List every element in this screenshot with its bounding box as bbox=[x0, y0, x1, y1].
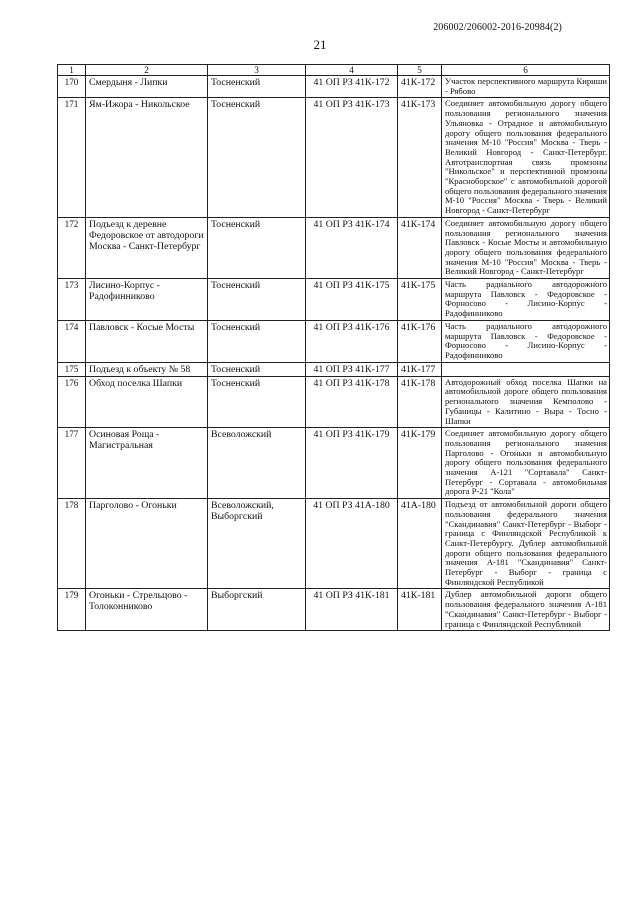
table-row bbox=[58, 376, 610, 428]
road-code: 41 ОП РЗ 41К-178 bbox=[306, 376, 398, 428]
table-row bbox=[58, 217, 610, 278]
table-header-row bbox=[58, 65, 610, 76]
table-row bbox=[58, 279, 610, 321]
row-number: 170 bbox=[58, 76, 86, 98]
document-id: 206002/206002-2016-20984(2) bbox=[433, 22, 562, 33]
row-number: 175 bbox=[58, 362, 86, 376]
road-short-code: 41К-173 bbox=[398, 98, 442, 217]
district: Тосненский bbox=[208, 376, 306, 428]
road-description: Дублер автомобильной дороги общего пользования федерального значения А-181 "Скандинавия" Санкт-Петербург - Выборг - граница с Финляндской Республикой bbox=[442, 589, 610, 631]
road-code: 41 ОП РЗ 41К-173 bbox=[306, 98, 398, 217]
road-short-code: 41К-175 bbox=[398, 279, 442, 321]
road-description: Подъезд от автомобильной дороги общего пользования федерального значения "Скандинавия" Санкт-Петербург - Выборг - граница с Финляндской Республикой к Санкт-Петербургу. Дублер автомобильной дороги общего пользования федерального значения А-181 "Скандинавия" Санкт-Петербург - Выборг - граница с Финляндской Республикой bbox=[442, 499, 610, 589]
table-row bbox=[58, 362, 610, 376]
road-description: Соединяет автомобильную дорогу общего пользования регионального значения Парголово - Огоньки и автомобильную дорогу общего пользования федерального значения А-121 "Сортавала" Санкт-Петербург - Сортавала - автомобильная дорога Р-21 "Кола" bbox=[442, 428, 610, 499]
road-description: Участок перспективного маршрута Кириши - Рябово bbox=[442, 76, 610, 98]
road-name: Павловск - Косые Мосты bbox=[86, 320, 208, 362]
column-header: 5 bbox=[398, 65, 442, 76]
district: Всеволожский, Выборгский bbox=[208, 499, 306, 589]
roads-table bbox=[57, 64, 610, 631]
district: Тосненский bbox=[208, 76, 306, 98]
row-number: 172 bbox=[58, 217, 86, 278]
road-name: Подъезд к объекту № 58 bbox=[86, 362, 208, 376]
road-short-code: 41К-176 bbox=[398, 320, 442, 362]
table-row bbox=[58, 320, 610, 362]
column-header: 4 bbox=[306, 65, 398, 76]
district: Тосненский bbox=[208, 279, 306, 321]
road-short-code: 41К-181 bbox=[398, 589, 442, 631]
road-short-code: 41А-180 bbox=[398, 499, 442, 589]
road-name: Ям-Ижора - Никольское bbox=[86, 98, 208, 217]
road-code: 41 ОП РЗ 41К-177 bbox=[306, 362, 398, 376]
row-number: 177 bbox=[58, 428, 86, 499]
road-short-code: 41К-177 bbox=[398, 362, 442, 376]
road-code: 41 ОП РЗ 41К-172 bbox=[306, 76, 398, 98]
road-short-code: 41К-178 bbox=[398, 376, 442, 428]
row-number: 174 bbox=[58, 320, 86, 362]
road-code: 41 ОП РЗ 41К-175 bbox=[306, 279, 398, 321]
column-header: 6 bbox=[442, 65, 610, 76]
road-description: Часть радиального автодорожного маршрута Павловск - Федоровское - Форносово - Лисино-Корпус - Радофинниково bbox=[442, 279, 610, 321]
row-number: 179 bbox=[58, 589, 86, 631]
column-header: 3 bbox=[208, 65, 306, 76]
road-short-code: 41К-179 bbox=[398, 428, 442, 499]
road-name: Смердыня - Липки bbox=[86, 76, 208, 98]
road-code: 41 ОП РЗ 41К-174 bbox=[306, 217, 398, 278]
table-row bbox=[58, 589, 610, 631]
road-code: 41 ОП РЗ 41А-180 bbox=[306, 499, 398, 589]
row-number: 173 bbox=[58, 279, 86, 321]
table-row bbox=[58, 428, 610, 499]
row-number: 178 bbox=[58, 499, 86, 589]
road-description bbox=[442, 362, 610, 376]
page-number: 21 bbox=[313, 37, 327, 52]
road-short-code: 41К-174 bbox=[398, 217, 442, 278]
road-name: Огоньки - Стрельцово - Толоконниково bbox=[86, 589, 208, 631]
road-description: Часть радиального автодорожного маршрута Павловск - Федоровское - Форносово - Лисино-Корпус - Радофинниково bbox=[442, 320, 610, 362]
road-name: Парголово - Огоньки bbox=[86, 499, 208, 589]
district: Тосненский bbox=[208, 217, 306, 278]
table-row bbox=[58, 499, 610, 589]
district: Всеволожский bbox=[208, 428, 306, 499]
road-description: Соединяет автомобильную дорогу общего пользования регионального значения Ульяновка - Отрадное и автомобильную дорогу общего пользования федерального значения М-10 "Россия" Москва - Тверь - Великий Новгород - Санкт-Петербург. Автотранспортная связь промзоны "Никольское" и перспективной промзоны "Красноборское" с автомобильной дорогой общего пользования федерального значения М-10 "Россия" Москва - Тверь - Великий Новгород - Санкт-Петербург bbox=[442, 98, 610, 217]
table-row bbox=[58, 98, 610, 217]
road-code: 41 ОП РЗ 41К-181 bbox=[306, 589, 398, 631]
road-code: 41 ОП РЗ 41К-179 bbox=[306, 428, 398, 499]
road-name: Лисино-Корпус - Радофинниково bbox=[86, 279, 208, 321]
road-description: Автодорожный обход поселка Шапки на автомобильной дороге общего пользования регионального значения Кемполово - Губаницы - Калитино - Выра - Тосно - Шапки bbox=[442, 376, 610, 428]
road-name: Подъезд к деревне Федоровское от автодороги Москва - Санкт-Петербург bbox=[86, 217, 208, 278]
district: Тосненский bbox=[208, 98, 306, 217]
district: Тосненский bbox=[208, 320, 306, 362]
row-number: 176 bbox=[58, 376, 86, 428]
district: Тосненский bbox=[208, 362, 306, 376]
column-header: 2 bbox=[86, 65, 208, 76]
district: Выборгский bbox=[208, 589, 306, 631]
column-header: 1 bbox=[58, 65, 86, 76]
road-code: 41 ОП РЗ 41К-176 bbox=[306, 320, 398, 362]
row-number: 171 bbox=[58, 98, 86, 217]
road-name: Обход поселка Шапки bbox=[86, 376, 208, 428]
road-short-code: 41К-172 bbox=[398, 76, 442, 98]
road-name: Осиновая Роща - Магистральная bbox=[86, 428, 208, 499]
road-description: Соединяет автомобильную дорогу общего пользования регионального значения Павловск - Косые Мосты и автомобильную дорогу общего пользования федерального значения М-10 "Россия" Москва - Тверь - Великий Новгород - Санкт-Петербург bbox=[442, 217, 610, 278]
table-row bbox=[58, 76, 610, 98]
